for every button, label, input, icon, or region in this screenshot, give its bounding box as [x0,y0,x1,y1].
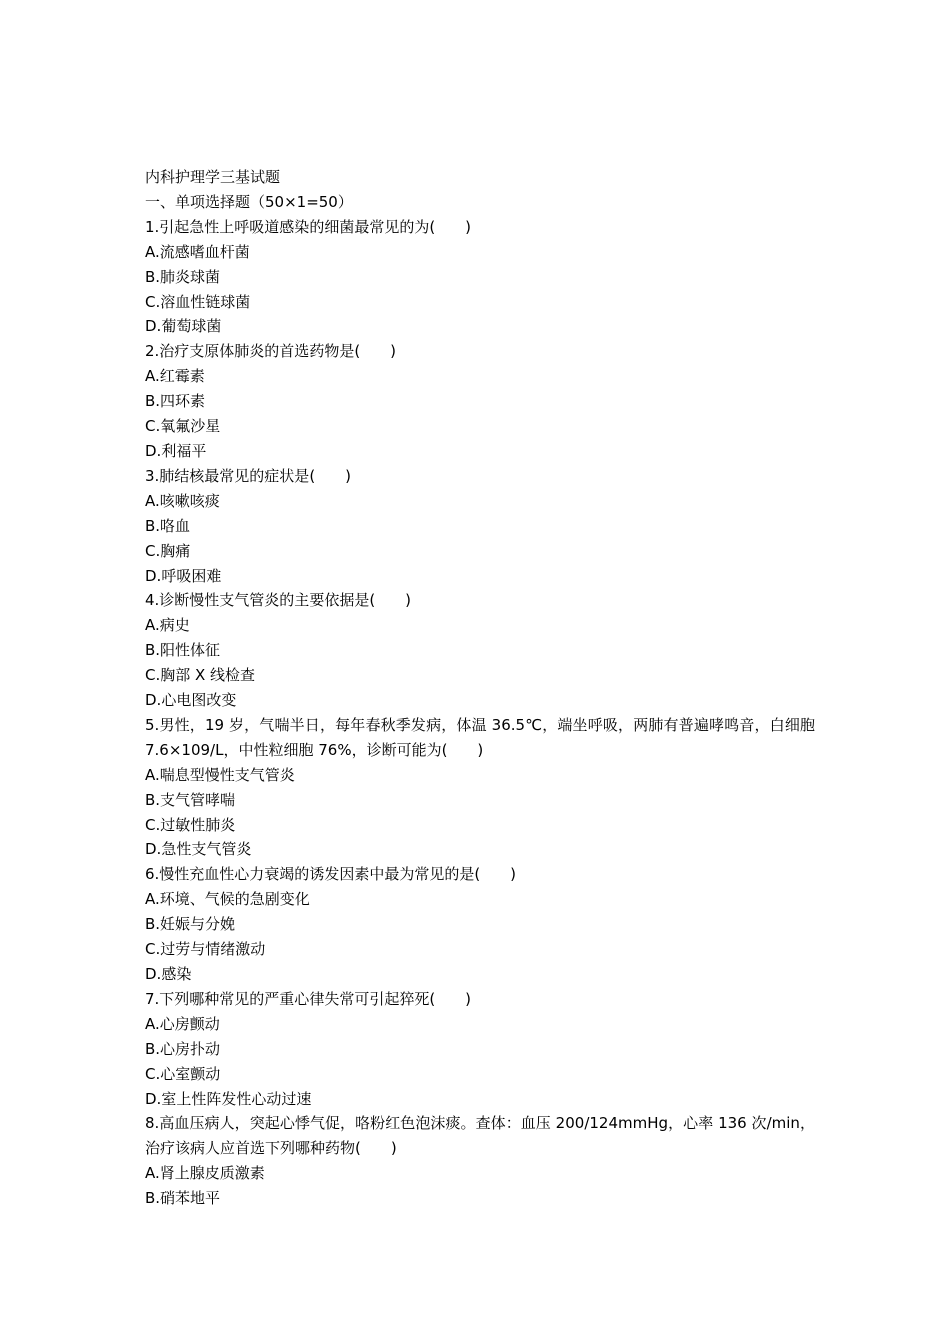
answer-option: B.肺炎球菌 [145,267,221,286]
question-block [145,215,815,340]
answer-option: D.心电图改变 [145,691,237,710]
answer-option: A.咳嗽咳痰 [145,491,220,510]
question-block [145,339,815,464]
question-stem: 6.慢性充血性心力衰竭的诱发因素中最为常见的是( ) [145,865,517,884]
answer-option: D.呼吸困难 [145,566,222,585]
question-block [145,588,815,713]
document-title: 内科护理学三基试题 [145,168,281,186]
answer-option: B.支气管哮喘 [145,790,236,809]
answer-option: B.四环素 [145,392,206,411]
answer-option: A.肾上腺皮质激素 [145,1164,265,1183]
question-block [145,862,815,987]
answer-option: A.心房颤动 [145,1014,220,1033]
answer-option: C.心室颤动 [145,1064,221,1083]
answer-option: C.氧氟沙星 [145,417,221,436]
answer-option: B.阳性体征 [145,641,221,660]
answer-option: C.过劳与情绪激动 [145,940,266,959]
answer-option: C.胸痛 [145,541,191,560]
question-stem: 1.引起急性上呼吸道感染的细菌最常见的为( ) [145,217,472,236]
answer-option: D.利福平 [145,441,207,460]
answer-option: A.环境、气候的急剧变化 [145,890,310,909]
answer-option: A.流感嗜血杆菌 [145,242,250,261]
question-block [145,987,815,1112]
question-stem: 3.肺结核最常见的症状是( ) [145,466,352,485]
document-page [145,165,815,1211]
answer-option: C.溶血性链球菌 [145,292,251,311]
question-stem: 8.高血压病人，突起心悸气促，咯粉红色泡沫痰。查体：血压 200/124mmHg，心率 136 次/min，治疗该病人应首选下列哪种药物( ) [145,1114,815,1158]
question-block [145,464,815,589]
answer-option: A.喘息型慢性支气管炎 [145,765,295,784]
answer-option: D.葡萄球菌 [145,317,222,336]
answer-option: A.红霉素 [145,367,205,386]
answer-option: C.胸部 X 线检查 [145,666,256,685]
question-list [145,215,815,1211]
answer-option: D.感染 [145,965,192,983]
question-stem: 5.男性，19 岁，气喘半日，每年春秋季发病，体温 36.5℃，端坐呼吸，两肺有普遍哮鸣音，白细胞 7.6×109/L，中性粒细胞 76%，诊断可能为( ) [145,715,815,759]
answer-option: D.室上性阵发性心动过速 [145,1089,312,1108]
answer-option: B.咯血 [145,516,191,535]
answer-option: B.心房扑动 [145,1039,221,1058]
answer-option: A.病史 [145,616,190,635]
question-block [145,1111,815,1211]
answer-option: B.硝苯地平 [145,1189,221,1208]
answer-option: B.妊娠与分娩 [145,915,236,934]
answer-option: D.急性支气管炎 [145,840,252,859]
section-heading: 一、单项选择题（50×1=50） [145,192,353,211]
question-stem: 7.下列哪种常见的严重心律失常可引起猝死( ) [145,989,472,1008]
answer-option: C.过敏性肺炎 [145,815,236,834]
question-block [145,713,815,862]
question-stem: 2.治疗支原体肺炎的首选药物是( ) [145,342,397,361]
question-stem: 4.诊断慢性支气管炎的主要依据是( ) [145,591,412,610]
